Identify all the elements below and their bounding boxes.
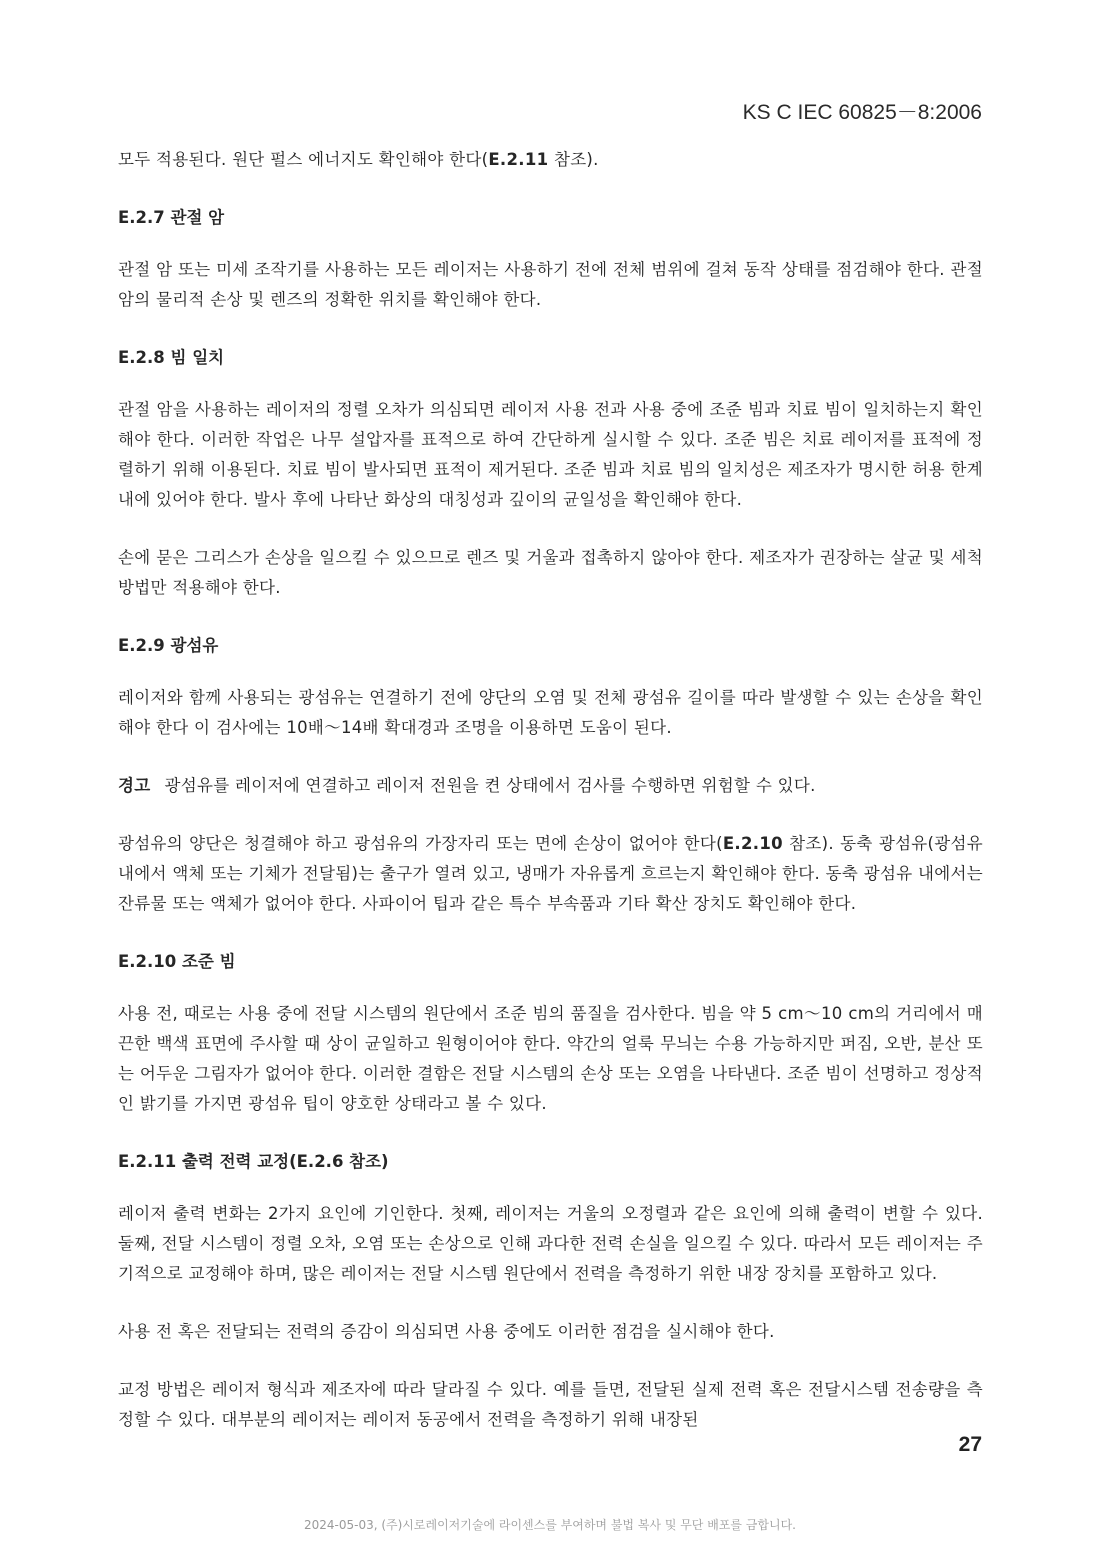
paragraph: 사용 전 혹은 전달되는 전력의 증감이 의심되면 사용 중에도 이러한 점검을 실시해야 한다.	[118, 1322, 775, 1341]
warning-text: 광섬유를 레이저에 연결하고 레이저 전원을 켠 상태에서 검사를 수행하면 위험할 수 있다.	[164, 776, 816, 795]
page-number: 27	[958, 1433, 982, 1456]
license-footer: 2024-05-03, (주)시로레이저기술에 라이센스를 부여하며 불법 복사 및 무단 배포를 금합니다.	[303, 1518, 796, 1532]
section-heading-e-2-11: E.2.11 출력 전력 교정(E.2.6 참조)	[118, 1152, 389, 1171]
paragraph: 광섬유의 양단은 청결해야 하고 광섬유의 가장자리 또는 면에 손상이 없어야 한다(E.2.10 참조). 동축 광섬유(광섬유 내에서 액체 또는 기체가 전달됨)는 출구가 열려 있고, 냉매가 자유롭게 흐르는지 확인해야 한다. 동축 광섬유 내에서는 잔류물 또는 액체가 없어야 한다. 사파이어 팁과 같은 특수 부속품과 기타 확산 장치도 확인해야 한다.	[118, 834, 983, 913]
section-heading-e-2-9: E.2.9 광섬유	[118, 636, 219, 655]
paragraph: 레이저 출력 변화는 2가지 요인에 기인한다. 첫째, 레이저는 거울의 오정렬과 같은 요인에 의해 출력이 변할 수 있다. 둘째, 전달 시스템이 정렬 오차, 오염 또는 손상으로 인해 과다한 전력 손실을 일으킬 수 있다. 따라서 모든 레이저는 주기적으로 교정해야 하며, 많은 레이저는 전달 시스템 원단에서 전력을 측정하기 위한 내장 장치를 포함하고 있다.	[118, 1204, 983, 1283]
section-heading-e-2-7: E.2.7 관절 암	[118, 208, 225, 227]
section-heading-e-2-8: E.2.8 빔 일치	[118, 348, 225, 367]
paragraph: 교정 방법은 레이저 형식과 제조자에 따라 달라질 수 있다. 예를 들면, 전달된 실제 전력 혹은 전달시스템 전송량을 측정할 수 있다. 대부분의 레이저는 레이저 동공에서 전력을 측정하기 위해 내장된	[118, 1380, 983, 1429]
paragraph: 사용 전, 때로는 사용 중에 전달 시스템의 원단에서 조준 빔의 품질을 검사한다. 빔을 약 5 cm～10 cm의 거리에서 매끈한 백색 표면에 주사할 때 상이 균일하고 원형이어야 한다. 약간의 얼룩 무늬는 수용 가능하지만 퍼짐, 오반, 분산 또는 어두운 그림자가 없어야 한다. 이러한 결함은 전달 시스템의 손상 또는 오염을 나타낸다. 조준 빔이 선명하고 정상적인 밝기를 가지면 광섬유 팁이 양호한 상태라고 볼 수 있다.	[118, 1004, 983, 1113]
document-body	[118, 145, 983, 1435]
section-heading-e-2-10: E.2.10 조준 빔	[118, 952, 236, 971]
warning-label: 경고	[118, 776, 151, 795]
paragraph: 손에 묻은 그리스가 손상을 일으킬 수 있으므로 렌즈 및 거울과 접촉하지 않아야 한다. 제조자가 권장하는 살균 및 세척 방법만 적용해야 한다.	[118, 548, 983, 597]
paragraph: 관절 암을 사용하는 레이저의 정렬 오차가 의심되면 레이저 사용 전과 사용 중에 조준 빔과 치료 빔이 일치하는지 확인해야 한다. 이러한 작업은 나무 설압자를 표적으로 하여 간단하게 실시할 수 있다. 조준 빔은 치료 레이저를 표적에 정렬하기 위해 이용된다. 치료 빔이 발사되면 표적이 제거된다. 조준 빔과 치료 빔의 일치성은 제조자가 명시한 허용 한계 내에 있어야 한다. 발사 후에 나타난 화상의 대칭성과 깊이의 균일성을 확인해야 한다.	[118, 400, 983, 509]
paragraph: 관절 암 또는 미세 조작기를 사용하는 모든 레이저는 사용하기 전에 전체 범위에 걸쳐 동작 상태를 점검해야 한다. 관절 암의 물리적 손상 및 렌즈의 정확한 위치를 확인해야 한다.	[118, 260, 983, 309]
paragraph: 모두 적용된다. 원단 펄스 에너지도 확인해야 한다(E.2.11 참조).	[118, 150, 599, 169]
warning-note	[118, 771, 983, 801]
document-id: KS C IEC 60825－8:2006	[742, 101, 982, 124]
paragraph: 레이저와 함께 사용되는 광섬유는 연결하기 전에 양단의 오염 및 전체 광섬유 길이를 따라 발생할 수 있는 손상을 확인해야 한다 이 검사에는 10배～14배 확대경과 조명을 이용하면 도움이 된다.	[118, 688, 983, 737]
